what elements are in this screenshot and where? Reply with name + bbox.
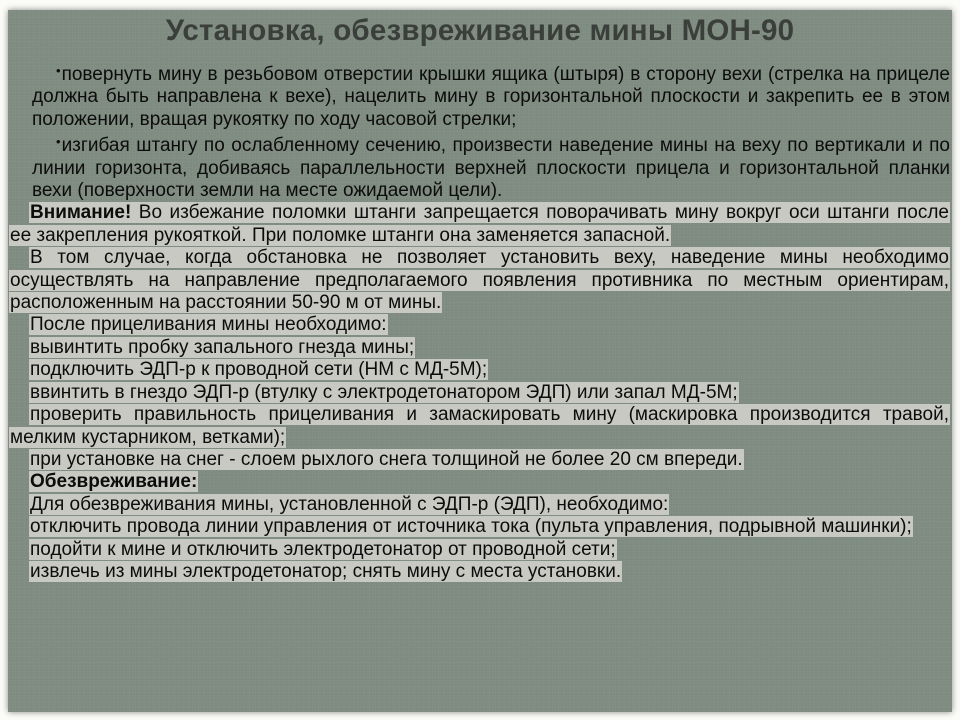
case-paragraph: [8, 247, 952, 314]
after-aiming-line: После прицеливания мины необходимо:: [30, 314, 387, 336]
defuse-step: извлечь из мины электродетонатор; снять мину с места установки.: [30, 560, 622, 582]
warning-paragraph: [8, 202, 952, 247]
bullet-item: [8, 131, 952, 202]
after-aiming-line: при установке на снег - слоем рыхлого снега толщиной не более 20 см впереди.: [30, 448, 743, 470]
after-aiming-line: подключить ЭДП-р к проводной сети (НМ с МД-5М);: [30, 359, 488, 381]
after-aiming-line: ввинтить в гнездо ЭДП-р (втулку с электродетонатором ЭДП) или запал МД-5М;: [30, 381, 738, 403]
defuse-heading: Обезвреживание:: [30, 471, 198, 493]
bullet-item: [8, 60, 952, 131]
bullet-mark: •: [56, 63, 61, 78]
defuse-step: Для обезвреживания мины, установленной с ЭДП-р (ЭДП), необходимо:: [30, 493, 669, 515]
bullet-mark: •: [56, 134, 61, 150]
slide: [8, 10, 952, 712]
defuse-step: подойти к мине и отключить электродетонатор от проводной сети;: [30, 538, 616, 560]
slide-body: [8, 60, 952, 583]
warning-label: Внимание!: [30, 202, 132, 224]
bullet-text: изгибая штангу по ослабленному сечению, произвести наведение мины на веху по вертикали и по линии горизонта, добиваясь параллельности верхней плоскости прицела и горизонтальной планки вехи (поверхности земли на месте ожидаемой цели).: [32, 135, 950, 202]
after-aiming-line: вывинтить пробку запального гнезда мины;: [30, 336, 415, 358]
warning-text: Во избежание поломки штанги запрещается поворачивать мину вокруг оси штанги после ее закрепления рукояткой. При поломке штанги она заменяется запасной.: [10, 202, 949, 246]
after-aiming-line: проверить правильность прицеливания и замаскировать мину (маскировка производится травой, мелким кустарником, ветками);: [10, 404, 949, 448]
bullet-text: повернуть мину в резьбовом отверстии крышки ящика (штыря) в сторону вехи (стрелка на прицеле должна быть направлена к вехе), нацелить мину в горизонтальной плоскости и закрепить ее в этом положении, вращая рукоятку по ходу часовой стрелки;: [32, 64, 950, 130]
slide-title: Установка, обезвреживание мины МОН-90: [165, 14, 795, 47]
case-text: В том случае, когда обстановка не позволяет установить веху, наведение мины необходимо осуществлять на направление предполагаемого появления противника по местным ориентирам, расположенным на расстоянии 50-90 м от мины.: [10, 247, 949, 314]
defuse-step: отключить провода линии управления от источника тока (пульта управления, подрывной машинки);: [30, 516, 912, 538]
